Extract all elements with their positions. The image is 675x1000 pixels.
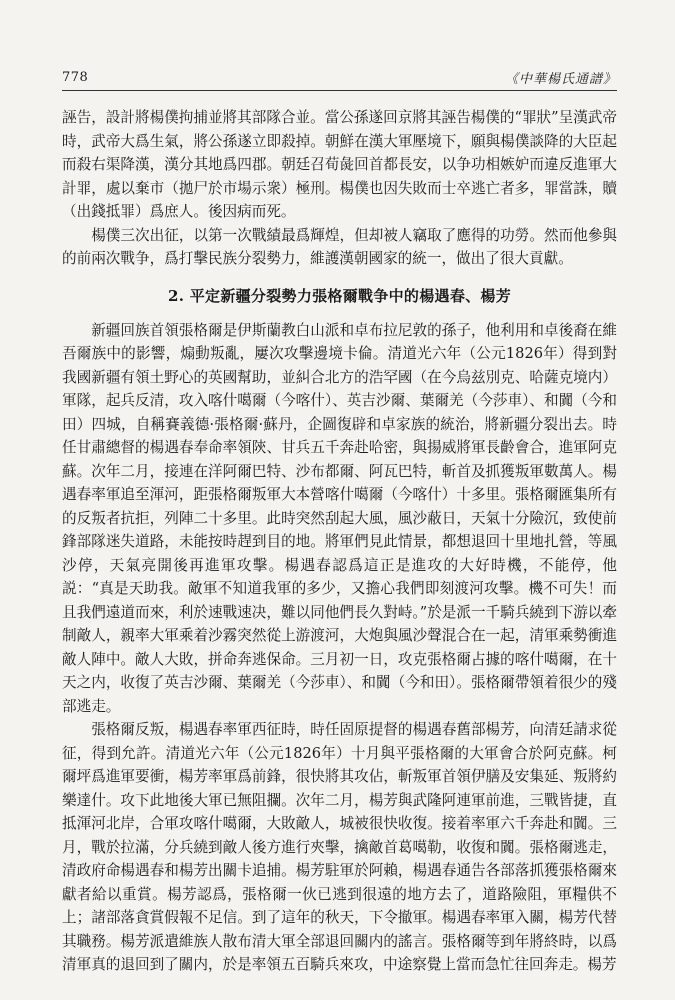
paragraph-yang-fang: 張格爾反叛，楊遇春率軍西征時，時任固原提督的楊遇春舊部楊芳，向清廷請求從征，得到允許。清道光六年（公元1826年）十月與平張格爾的大軍會合於阿克蘇。柯爾坪爲進軍要衝，楊芳率軍爲前鋒，很快將其攻佔，斬叛軍首領伊膳及安集延、叛將約樂達什。攻下此地後大軍已無阻攔。次年二月，楊芳與武隆阿連軍前進，三戰皆捷，直抵渾河北岸，合軍攻喀什噶爾，大敗敵人，城被很快收復。接着率軍六千奔赴和闐。三月，戰於拉滿，分兵繞到敵人後方進行夾擊，擒敵首葛噶勒，收復和闐。張格爾逃走，清政府命楊遇春和楊芳出關卡追捕。楊芳駐軍於阿賴，楊遇春通告各部落抓獲張格爾來獻者給以重賞。楊芳認爲，張格爾一伙已逃到很遠的地方去了，道路險阻，軍糧供不上；諸部落貪賞假報不足信。到了這年的秋天，下令撤軍。楊遇春率軍入關，楊芳代替其職務。楊芳派遣維族人散布清大軍全部退回關内的謠言。張格爾等到年將終時，以爲清軍真的退回到了關内，於是率領五百騎兵來攻，中途察覺上當而急忙往回奔走。楊芳: [62, 721, 617, 973]
page-number: 778: [62, 70, 89, 85]
paragraph-yang-pu-summary: 楊僕三次出征，以第一次戰績最爲輝煌，但却被人竊取了應得的功勞。然而他參與的前兩次戰争，爲打擊民族分裂勢力，維護漢朝國家的統一，做出了很大貢獻。: [62, 226, 617, 267]
section-title: 2. 平定新疆分裂勢力張格爾戰争中的楊遇春、楊芳: [167, 286, 512, 305]
page-body: [62, 106, 617, 977]
paragraph-yang-yuchun: 新疆回族首領張格爾是伊斯蘭教白山派和卓布拉尼敦的孫子，他利用和卓後裔在維吾爾族中的影響，煽動叛亂，屢次攻擊邊境卡倫。清道光六年（公元1826年）得到對我國新疆有領土野心的英國幫助，並糾合北方的浩罕國（在今烏兹別克、哈薩克境内）軍隊，起兵反清，攻入喀什噶爾（今喀什）、英吉沙爾、葉爾羌（今莎車）、和闐（今和田）四城，自稱賽義德·張格爾·蘇丹，企圖復辟和卓家族的統治，將新疆分裂出去。時任甘肅總督的楊遇春奉命率領陝、甘兵五千奔赴哈密，與揚威將軍長齡會合，進軍阿克蘇。次年二月，接連在洋阿爾巴特、沙布都爾、阿瓦巴特，斬首及抓獲叛軍數萬人。楊遇春率軍追至渾河，距張格爾叛軍大本營喀什噶爾（今喀什）十多里。張格爾匯集所有的反叛者抗拒，列陣二十多里。此時突然刮起大風，風沙蔽日，天氣十分險沉，致使前鋒部隊迷失道路，未能按時趕到目的地。將軍們見此情景，都想退回十里地扎營，等風沙停，天氣亮開後再進軍攻擊。楊遇春認爲這正是進攻的大好時機，不能停，他説：“真是天助我。敵軍不知道我軍的多少，又擔心我們即刻渡河攻擊。機不可失！而且我們遠道而來，利於速戰速决，難以同他們長久對峙。”於是派一千騎兵繞到下游以牽制敵人，親率大軍乘着沙霧突然從上游渡河，大炮與風沙聲混合在一起，清軍乘勢衝進敵人陣中。敵人大敗，拼命奔逃保命。三月初一日，攻克張格爾占據的喀什噶爾，在十天之内，收復了英吉沙爾、葉爾羌（今莎車）、和闐（今和田）。張格爾帶領着很少的殘部逃走。: [62, 321, 617, 715]
page-header: [62, 64, 617, 91]
paragraph-continued: 誣告，設計將楊僕拘捕並將其部隊合並。當公孫遂回京將其誣告楊僕的“罪狀”呈漢武帝時，武帝大爲生氣，將公孫遂立即殺掉。朝鮮在漢大軍壓境下，願與楊僕談降的大臣起而殺右渠降漢，漢分其地爲四郡。朝廷召荀彘回首都長安，以争功相嫉妒而違反進軍大計罪，處以棄市（拋尸於市場示衆）極刑。楊僕也因失敗而士卒逃亡者多，罪當誅，贖（出錢抵罪）爲庶人。後因病而死。: [62, 109, 617, 220]
book-title: 《中華楊氏通譜》: [504, 72, 617, 87]
